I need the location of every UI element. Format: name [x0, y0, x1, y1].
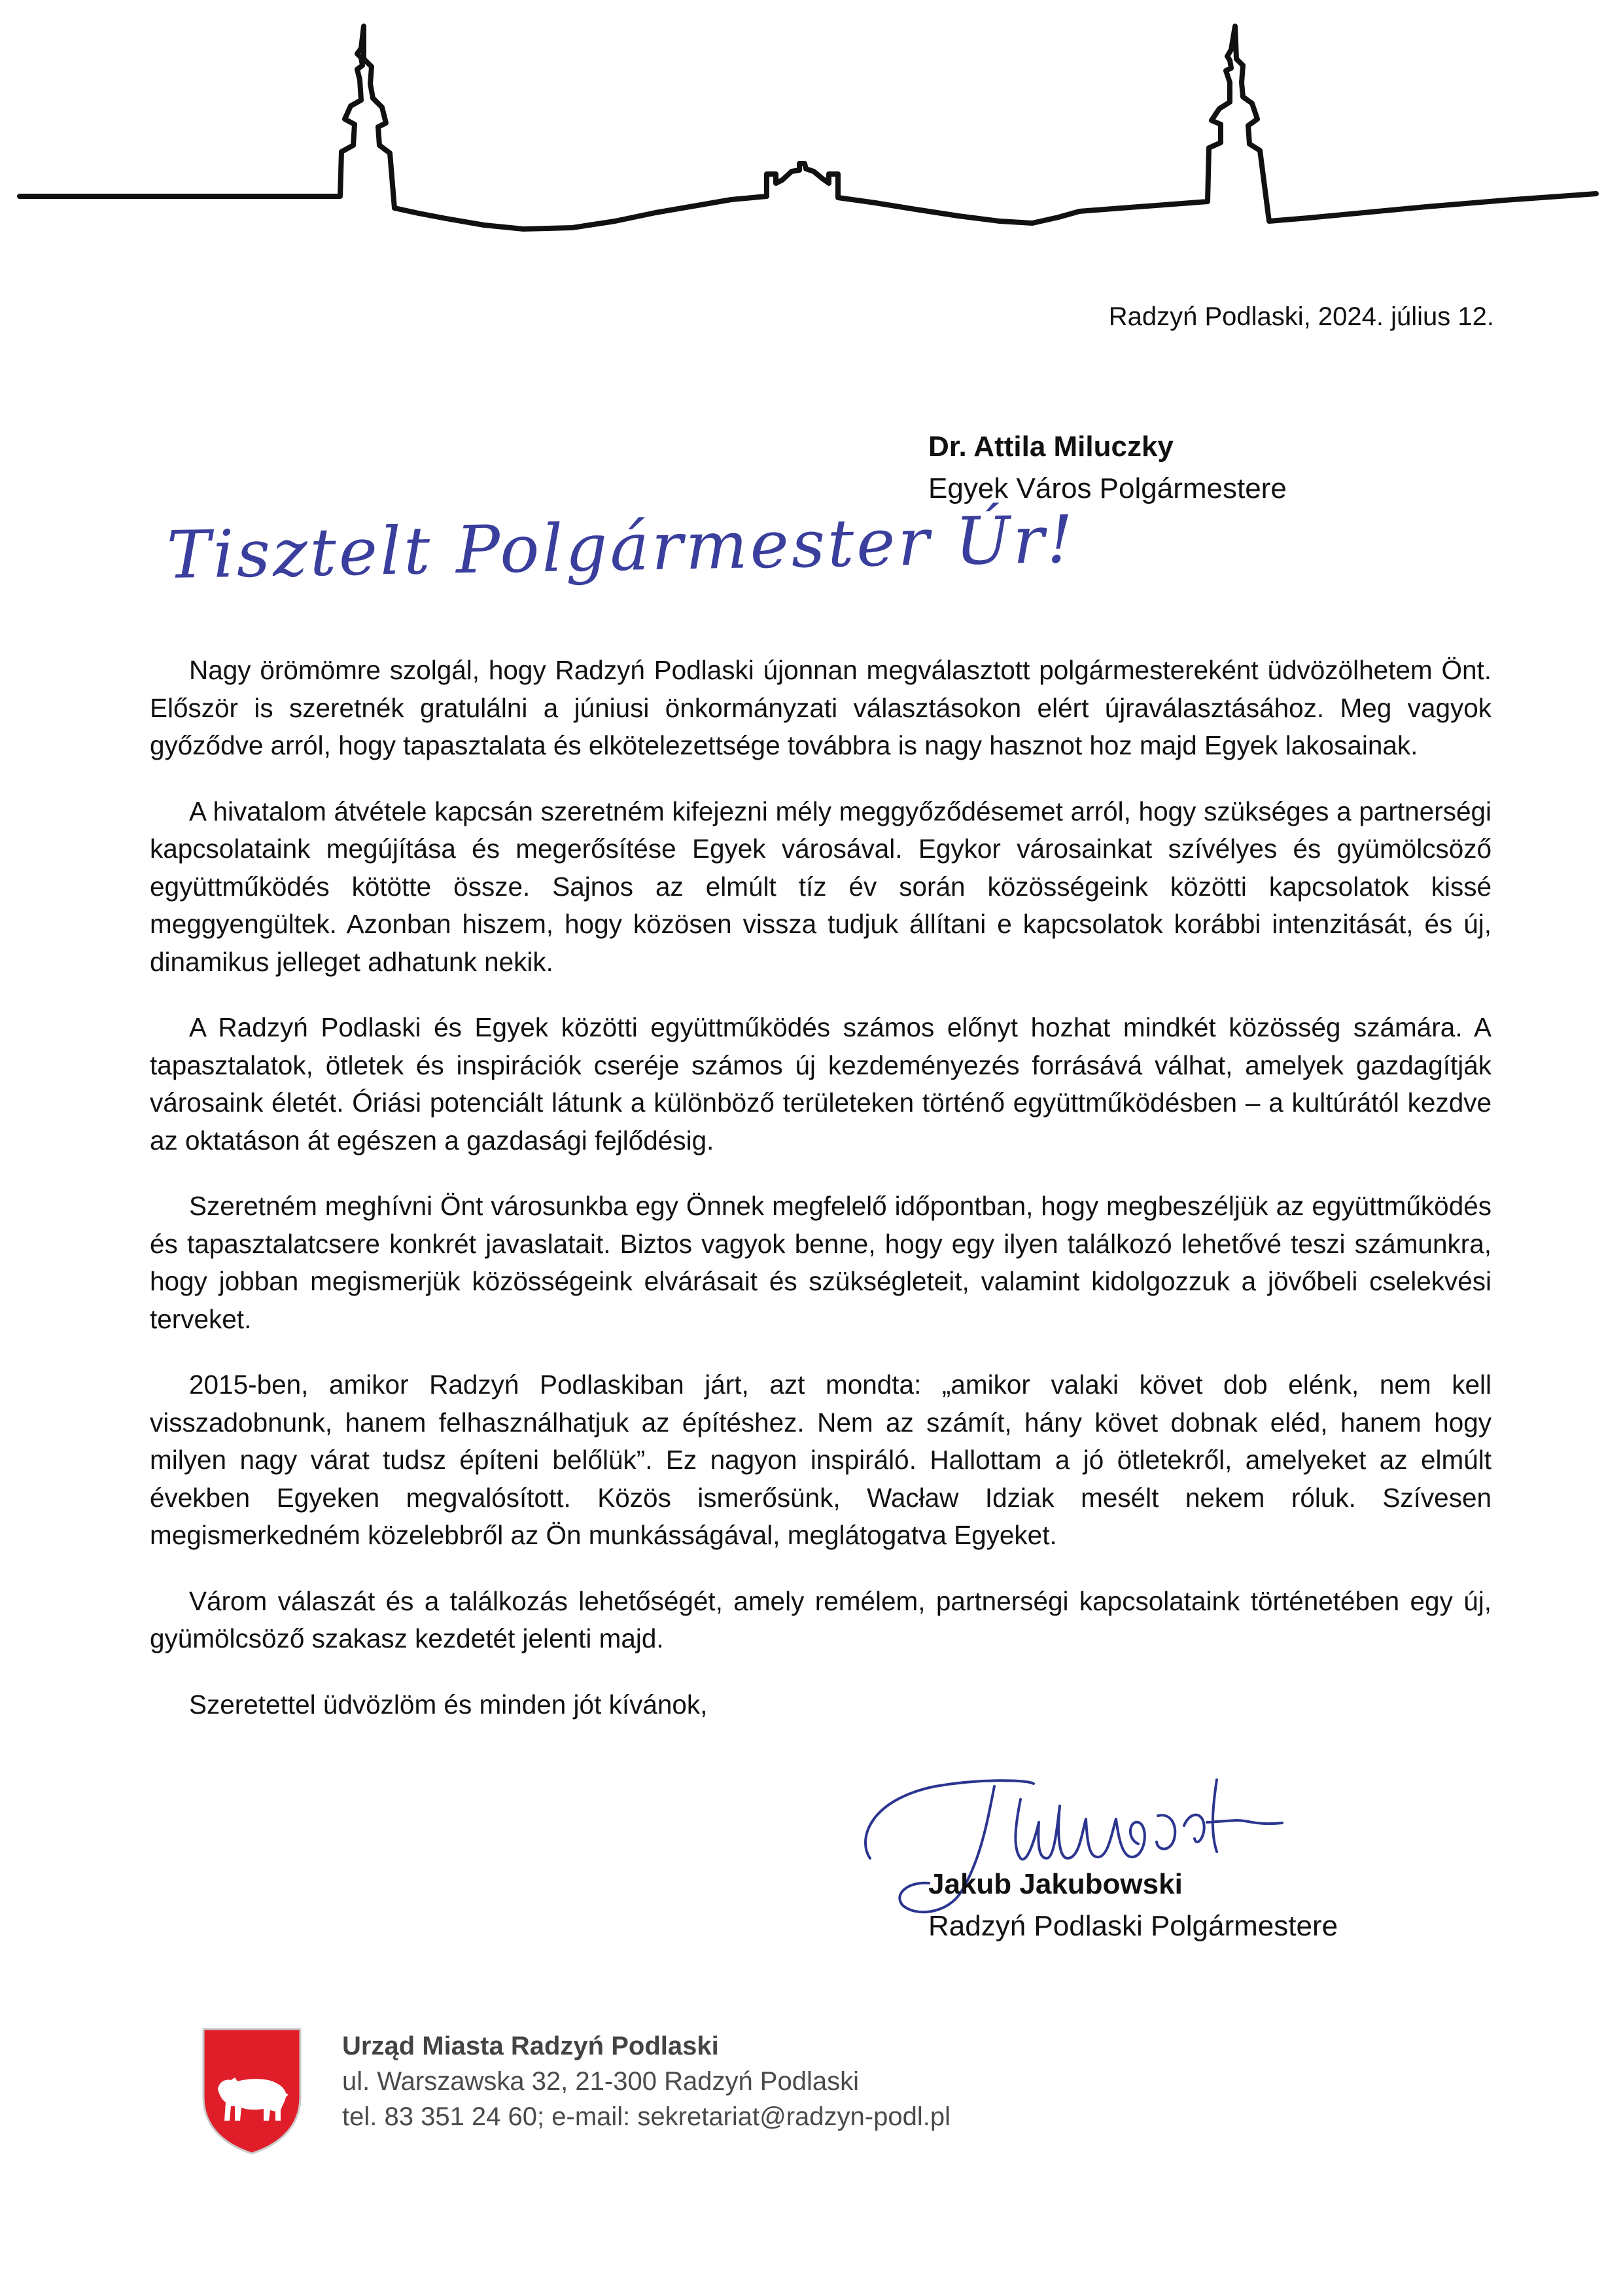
signer-block — [928, 1863, 1338, 1947]
signer-title: Radzyń Podlaski Polgármestere — [928, 1910, 1338, 1942]
city-skyline-icon — [0, 0, 1623, 249]
body-paragraph: A hivatalom átvétele kapcsán szeretném kifejezni mély meggyőződésemet arról, hogy szükséges a partnerségi kapcsolataink megújítása és megerősítése Egyek városával. Egykor városainkat szívélyes és gyümölcsöző együttműködés kötötte össze. Sajnos az elmúlt tíz év során közösségeink közötti kapcsolatok kissé meggyengültek. Azonban hiszem, hogy közösen vissza tudjuk állítani e kapcsolatok korábbi intenzitását, és új, dinamikus jelleget adhatunk nekik. — [150, 796, 1492, 977]
letter-body — [150, 652, 1492, 1752]
footer-contact — [342, 2028, 951, 2134]
body-paragraph: 2015-ben, amikor Radzyń Podlaskiban járt, azt mondta: „amikor valaki követ dob elénk, nem kell visszadobnunk, hanem felhasználhatjuk az építéshez. Nem az számít, hány követ dobnak eléd, hanem hogy milyen nagy várat tudsz építeni belőlük”. Ez nagyon inspiráló. Hallottam a jó ötletekről, amelyeket az elmúlt években Egyeken megvalósított. Közös ismerősünk, Wacław Idziak mesélt nekem róluk. Szívesen megismerkedném közelebbről az Ön munkásságával, meglátogatva Egyeket. — [150, 1369, 1492, 1550]
footer-address: ul. Warszawska 32, 21-300 Radzyń Podlaski — [342, 2067, 859, 2096]
signer-name: Jakub Jakubowski — [928, 1868, 1183, 1900]
body-paragraph: Várom válaszát és a találkozás lehetőségét, amely remélem, partnerségi kapcsolataink történetében egy új, gyümölcsöző szakasz kezdetét jelenti majd. — [150, 1585, 1492, 1653]
recipient-name: Dr. Attila Miluczky — [928, 431, 1174, 463]
handwritten-salutation: Tisztelt Polgármester Úr! — [166, 501, 1077, 593]
body-paragraph: A Radzyń Podlaski és Egyek közötti együttműködés számos előnyt hozhat mindkét közösség számára. A tapasztalatok, ötletek és inspirációk cseréje számos új kezdeményezés forrásává válhat, amelyek gazdagítják városaink életét. Óriási potenciált látunk a különböző területeken történő együttműködésben – a kultúrától kezdve az oktatáson át egészen a gazdasági fejlődésig. — [150, 1012, 1492, 1156]
footer-office-name: Urząd Miasta Radzyń Podlaski — [342, 2032, 719, 2060]
recipient-title: Egyek Város Polgármestere — [928, 472, 1287, 504]
footer-contact-line: tel. 83 351 24 60; e-mail: sekretariat@radzyn-podl.pl — [342, 2102, 951, 2131]
letter-date: Radzyń Podlaski, 2024. július 12. — [1108, 302, 1494, 331]
bear-crest-icon — [200, 2025, 304, 2156]
recipient-block — [928, 426, 1287, 510]
closing-line: Szeretettel üdvözlöm és minden jót kívánok, — [189, 1689, 708, 1720]
body-paragraph: Szeretném meghívni Önt városunkba egy Önnek megfelelő időpontban, hogy megbeszéljük az együttműködés és tapasztalatcsere konkrét javaslatait. Biztos vagyok benne, hogy egy ilyen találkozó lehetővé teszi számunkra, hogy jobban megismerjük közösségeink elvárásait és szükségleteit, valamint kidolgozzuk a jövőbeli cselekvési terveket. — [150, 1191, 1492, 1334]
body-paragraph: Nagy örömömre szolgál, hogy Radzyń Podlaski újonnan megválasztott polgármestereként üdvözölhetem Önt. Először is szeretnék gratulálni a júniusi önkormányzati választásokon elért újraválasztásához. Meg vagyok győződve arról, hogy tapasztalata és elkötelezettsége továbbra is nagy hasznot hoz majd Egyek lakosainak. — [150, 655, 1492, 760]
